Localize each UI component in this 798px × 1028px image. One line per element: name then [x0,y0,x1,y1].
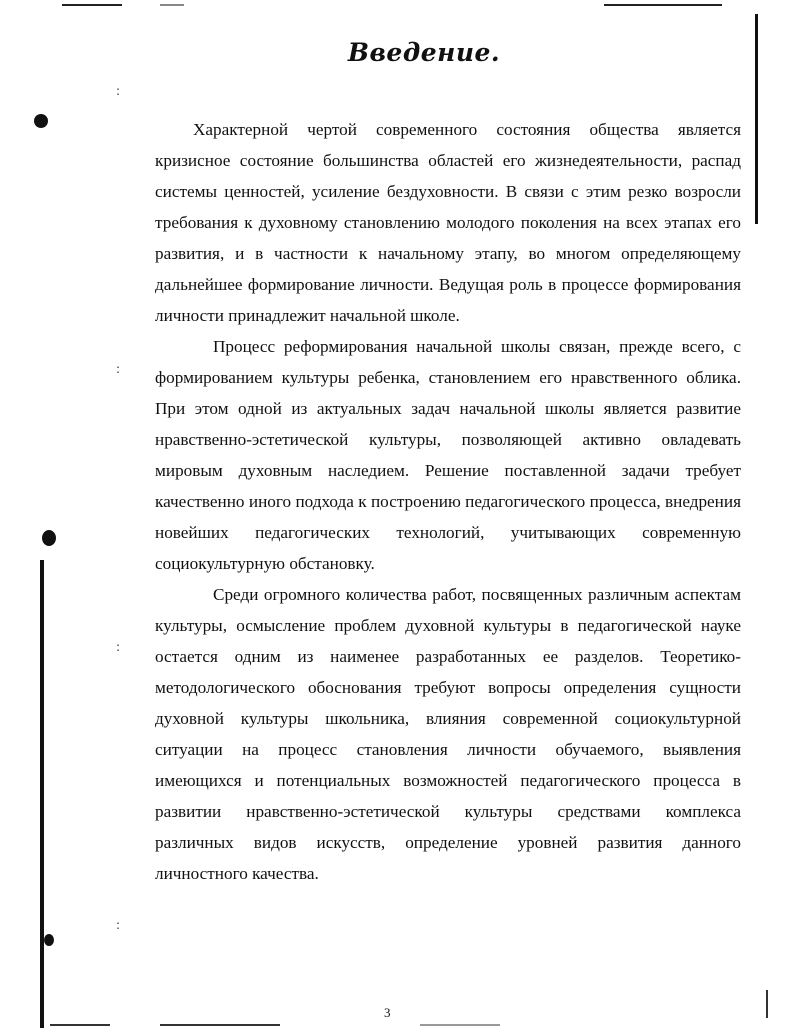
punch-hole-mark [34,114,48,128]
scan-artifact-left-edge [40,560,44,1028]
margin-dot-mark: : [116,84,121,98]
margin-dot-mark: : [116,918,121,932]
punch-hole-mark [44,934,54,946]
scan-artifact-bottom-line [160,1024,280,1026]
margin-dot-mark: : [116,362,121,376]
paragraph-1: Характерной чертой современного состояния общества является кризисное состояние большинства областей его жизнедеятельности, распад системы ценностей, усиление бездуховности. В связи с этим резко возросли требования к духовному становлению молодого поколения на всех этапах его развития, и в частности к начальному этапу, во многом определяющему дальнейшее формирование личности. Ведущая роль в процессе формирования личности принадлежит начальной школе. [155,120,741,325]
page-number: 3 [384,1005,391,1020]
scan-artifact-bottom-line [420,1024,500,1026]
paragraph-2: Процесс реформирования начальной школы связан, прежде всего, с формированием культуры ребенка, становлением его нравственного облика. При этом одной из актуальных задач начальной школы является развитие нравственно-эстетической культуры, позволяющей активно овладевать мировым духовным наследием. Решение поставленной задачи требует качественно иного подхода к построению педагогического процесса, внедрения новейших педагогических технологий, учитывающих современную социокультурную обстановку. [155,337,741,573]
page-title: Введение. [347,38,501,67]
body-text [155,114,741,889]
margin-dot-mark: : [116,640,121,654]
scan-artifact-bottom-line [50,1024,110,1026]
paragraph-3: Среди огромного количества работ, посвященных различным аспектам культуры, осмысление проблем духовной культуры в педагогической науке остается одним из наименее разработанных ее разделов. Теоретико-методологического обоснования требуют вопросы определения сущности духовной культуры школьника, влияния современной социокультурной ситуации на процесс становления личности обучаемого, выявления имеющихся и потенциальных возможностей педагогического процесса в развитии нравственно-эстетической культуры средствами комплекса различных видов искусств, определение уровней развития данного личностного качества. [155,585,741,883]
scan-artifact-top-line [604,4,722,6]
punch-hole-mark [42,530,56,546]
scan-artifact-right-edge [766,990,768,1018]
scan-artifact-top-line [62,4,122,6]
scan-artifact-top-line [160,4,184,6]
